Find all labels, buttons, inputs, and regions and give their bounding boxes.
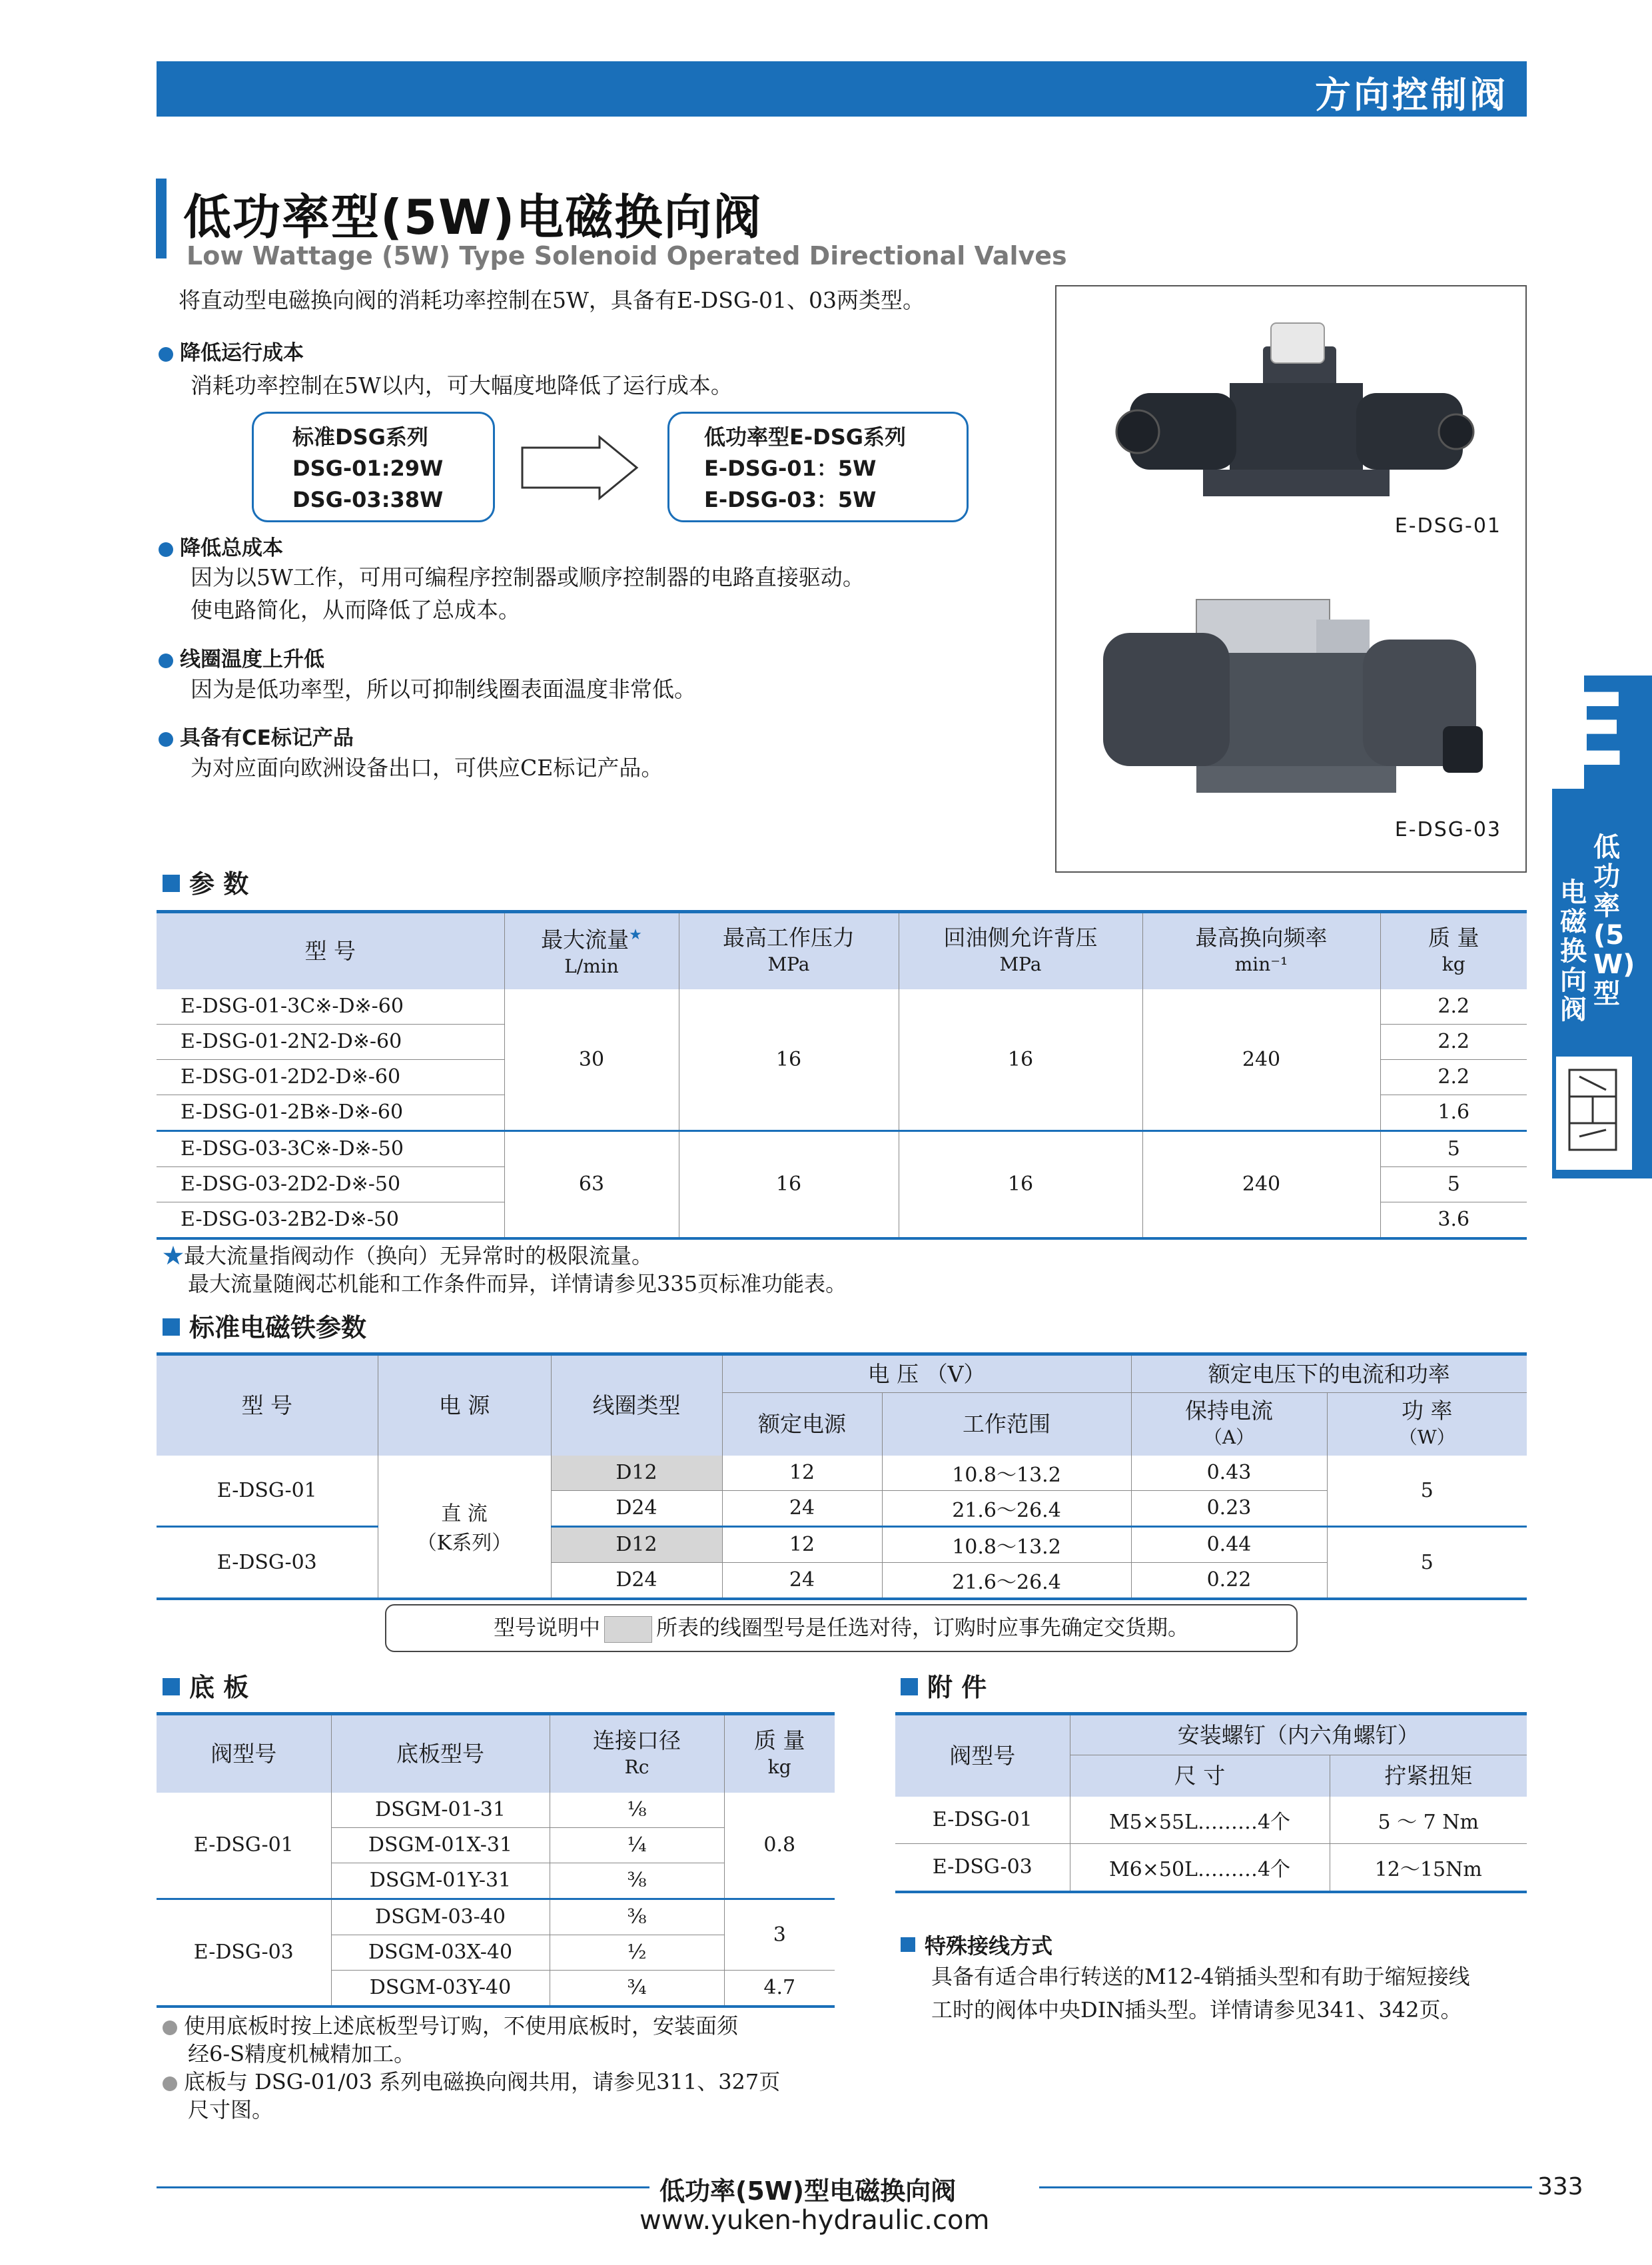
table-cell: 5 — [1380, 1166, 1527, 1202]
table-cell: 21.6～26.4 — [882, 1490, 1131, 1526]
table-cell: 63 — [504, 1131, 679, 1238]
table-cell: E-DSG-01 — [895, 1797, 1070, 1844]
table-cell: 21.6～26.4 — [882, 1562, 1131, 1599]
table-cell: 0.44 — [1131, 1526, 1327, 1562]
square-icon — [163, 875, 180, 892]
table-cell: M5×55L………4个 — [1070, 1797, 1330, 1844]
side-tab-text: 低功率(5W)型 — [1593, 832, 1635, 1009]
params-table — [157, 910, 1527, 1240]
coil-legend: 型号说明中 所表的线圈型号是任选对待，订购时应事先确定交货期。 — [385, 1604, 1298, 1652]
bullet-icon — [163, 2076, 177, 2091]
subplate-note: 经6-S精度机械精加工。 — [188, 2041, 416, 2066]
wiring-text: 工时的阀体中央DIN插头型。详情请参见341、342页。 — [931, 1997, 1462, 2023]
product-image-box — [1055, 285, 1527, 873]
table-cell: M6×50L………4个 — [1070, 1843, 1330, 1892]
table-cell: 24 — [722, 1490, 882, 1526]
col-header: 额定电压下的电流和功率 — [1131, 1354, 1527, 1393]
compare-left-line: DSG-03:38W — [292, 487, 444, 512]
section-heading: 特殊接线方式 — [901, 1929, 1052, 1960]
table-cell: 2.2 — [1380, 989, 1527, 1025]
valve-e-dsg-03-image — [1096, 593, 1489, 799]
table-cell: 4.7 — [724, 1970, 835, 2007]
col-header: 电 源 — [378, 1354, 551, 1456]
table-cell: D12 — [551, 1456, 722, 1491]
table-cell: 16 — [899, 989, 1142, 1131]
section-heading: 标准电磁铁参数 — [163, 1307, 366, 1344]
table-cell: 16 — [679, 1131, 899, 1238]
image-caption: E-DSG-01 — [1394, 514, 1501, 538]
wiring-text: 具备有适合串行转送的M12-4销插头型和有助于缩短接线 — [931, 1964, 1470, 1989]
col-header: 功 率 （W） — [1327, 1393, 1527, 1456]
footer-url[interactable]: www.yuken-hydraulic.com — [639, 2205, 990, 2236]
table-cell: 直 流 （K系列） — [378, 1456, 551, 1599]
subplate-note: 使用底板时按上述底板型号订购，不使用底板时，安装面须 — [163, 2012, 738, 2040]
table-cell: DSGM-03-40 — [331, 1899, 550, 1935]
table-cell: D24 — [551, 1490, 722, 1526]
page-subtitle-en: Low Wattage (5W) Type Solenoid Operated Directional Valves — [187, 241, 1067, 270]
params-note: 最大流量随阀芯机能和工作条件而异，详情请参见335页标准功能表。 — [188, 1271, 847, 1296]
col-header: 最高换向频率 min⁻¹ — [1142, 912, 1380, 989]
subplate-table — [157, 1712, 835, 2008]
bullet-icon — [159, 732, 173, 747]
table-cell: 10.8～13.2 — [882, 1456, 1131, 1491]
table-cell: DSGM-01Y-31 — [331, 1863, 550, 1899]
table-cell: D24 — [551, 1562, 722, 1599]
bullet-icon — [163, 2021, 177, 2035]
table-cell: ½ — [550, 1935, 724, 1970]
category-title: 方向控制阀 — [1315, 74, 1508, 116]
compare-right-line: E-DSG-03：5W — [704, 487, 877, 512]
table-cell: 24 — [722, 1562, 882, 1599]
accessory-table — [895, 1712, 1527, 1893]
table-cell: 240 — [1142, 989, 1380, 1131]
table-cell: E-DSG-01-3C※-D※-60 — [157, 989, 504, 1025]
table-cell: 12 — [722, 1456, 882, 1491]
table-cell: E-DSG-01-2B※-D※-60 — [157, 1095, 504, 1131]
table-cell: 3 — [724, 1899, 835, 1970]
col-header: 质 量 kg — [724, 1714, 835, 1793]
table-cell: 5 — [1380, 1131, 1527, 1166]
table-cell: E-DSG-01 — [157, 1793, 331, 1899]
bullet-icon — [159, 542, 173, 557]
subplate-note: 底板与 DSG-01/03 系列电磁换向阀共用，请参见311、327页 — [163, 2068, 780, 2096]
arrow-right-icon — [520, 434, 639, 501]
col-header: 线圈类型 — [551, 1354, 722, 1456]
table-cell: 5 — [1327, 1526, 1527, 1599]
solenoid-table — [157, 1352, 1527, 1600]
square-icon — [163, 1678, 180, 1695]
compare-right-line: E-DSG-01：5W — [704, 456, 877, 481]
feature-heading: 降低运行成本 — [159, 336, 304, 366]
subplate-note: 尺寸图。 — [188, 2097, 274, 2122]
square-icon — [901, 1678, 918, 1695]
table-cell: 0.23 — [1131, 1490, 1327, 1526]
table-cell: E-DSG-01-2N2-D※-60 — [157, 1024, 504, 1059]
col-header: 连接口径 Rc — [550, 1714, 724, 1793]
table-cell: 10.8～13.2 — [882, 1526, 1131, 1562]
side-tab-text: 电磁换向阀 — [1560, 877, 1587, 1025]
table-cell: 0.22 — [1131, 1562, 1327, 1599]
col-header: 安装螺钉（内六角螺钉） — [1070, 1714, 1527, 1755]
footer-rule — [157, 2186, 649, 2188]
table-cell: 12 — [722, 1526, 882, 1562]
table-cell: 1.6 — [1380, 1095, 1527, 1131]
col-header: 质 量 kg — [1380, 912, 1527, 989]
table-cell: DSGM-03X-40 — [331, 1935, 550, 1970]
footer-rule — [1039, 2186, 1532, 2188]
valve-symbol-icon — [1556, 1057, 1632, 1170]
table-cell: E-DSG-03 — [895, 1843, 1070, 1892]
section-heading: 参 数 — [163, 863, 248, 900]
feature-heading: 线圈温度上升低 — [159, 642, 324, 672]
col-header: 拧紧扭矩 — [1330, 1755, 1527, 1797]
bullet-icon — [159, 654, 173, 668]
feature-text: 因为是低功率型，所以可抑制线圈表面温度非常低。 — [191, 676, 696, 702]
table-cell: ⅜ — [550, 1899, 724, 1935]
col-header: 型 号 — [157, 1354, 378, 1456]
square-icon — [163, 1318, 180, 1336]
col-header: 型 号 — [157, 912, 504, 989]
col-header: 阀型号 — [895, 1714, 1070, 1797]
table-cell: DSGM-03Y-40 — [331, 1970, 550, 2007]
table-cell: 30 — [504, 989, 679, 1131]
col-header: 电 压 （V） — [722, 1354, 1131, 1393]
table-cell: 3.6 — [1380, 1202, 1527, 1238]
compare-left-line: DSG-01:29W — [292, 456, 444, 481]
valve-e-dsg-01-image — [1103, 320, 1483, 513]
side-tab-letter: E — [1559, 673, 1627, 789]
title-accent — [156, 179, 167, 258]
table-cell: 12～15Nm — [1330, 1843, 1527, 1892]
table-cell: E-DSG-01-2D2-D※-60 — [157, 1059, 504, 1095]
table-cell: ⅜ — [550, 1863, 724, 1899]
table-cell: E-DSG-01 — [157, 1456, 378, 1527]
table-cell: 16 — [899, 1131, 1142, 1238]
table-cell: 5 ～ 7 Nm — [1330, 1797, 1527, 1844]
intro-text: 将直动型电磁换向阀的消耗功率控制在5W，具备有E-DSG-01、03两类型。 — [179, 287, 925, 313]
feature-text: 为对应面向欧洲设备出口，可供应CE标记产品。 — [191, 755, 663, 781]
feature-heading: 降低总成本 — [159, 531, 283, 561]
table-cell: DSGM-01X-31 — [331, 1827, 550, 1863]
feature-text: 使电路简化，从而降低了总成本。 — [191, 597, 520, 623]
compare-left-title: 标准DSG系列 — [292, 424, 428, 450]
table-cell: E-DSG-03 — [157, 1526, 378, 1599]
feature-text: 因为以5W工作，可用可编程序控制器或顺序控制器的电路直接驱动。 — [191, 564, 865, 590]
table-cell: 5 — [1327, 1456, 1527, 1527]
col-header: 底板型号 — [331, 1714, 550, 1793]
table-cell: 0.8 — [724, 1793, 835, 1899]
footer-title: 低功率(5W)型电磁换向阀 — [659, 2176, 957, 2206]
col-header: 最高工作压力 MPa — [679, 912, 899, 989]
table-cell: DSGM-01-31 — [331, 1793, 550, 1828]
section-heading: 底 板 — [163, 1667, 248, 1703]
table-cell: 240 — [1142, 1131, 1380, 1238]
image-caption: E-DSG-03 — [1394, 818, 1501, 841]
page-title: 低功率型(5W)电磁换向阀 — [183, 189, 763, 245]
col-header: 阀型号 — [157, 1714, 331, 1793]
square-icon — [901, 1937, 915, 1952]
col-header: 最大流量★ L/min — [504, 912, 679, 989]
table-cell: 16 — [679, 989, 899, 1131]
params-note: ★最大流量指阀动作（换向）无异常时的极限流量。 — [163, 1243, 653, 1268]
table-cell: 0.43 — [1131, 1456, 1327, 1491]
feature-text: 消耗功率控制在5W以内，可大幅度地降低了运行成本。 — [191, 372, 733, 398]
table-cell: 2.2 — [1380, 1059, 1527, 1095]
table-cell: ⅛ — [550, 1793, 724, 1828]
col-header: 保持电流 （A） — [1131, 1393, 1327, 1456]
col-header: 尺 寸 — [1070, 1755, 1330, 1797]
compare-standard-box — [252, 412, 495, 522]
col-header: 工作范围 — [882, 1393, 1131, 1456]
table-cell: ¼ — [550, 1827, 724, 1863]
compare-lowpower-box — [667, 412, 969, 522]
category-bar — [157, 61, 1527, 117]
table-cell: D12 — [551, 1526, 722, 1562]
table-cell: E-DSG-03-2D2-D※-50 — [157, 1166, 504, 1202]
page-number: 333 — [1537, 2173, 1583, 2200]
bullet-icon — [159, 347, 173, 362]
table-cell: E-DSG-03 — [157, 1899, 331, 2007]
table-cell: E-DSG-03-2B2-D※-50 — [157, 1202, 504, 1238]
section-heading: 附 件 — [901, 1667, 987, 1703]
col-header: 回油侧允许背压 MPa — [899, 912, 1142, 989]
col-header: 额定电源 — [722, 1393, 882, 1456]
gray-swatch — [604, 1616, 652, 1643]
feature-heading: 具备有CE标记产品 — [159, 721, 354, 751]
table-cell: ¾ — [550, 1970, 724, 2007]
star-icon: ★ — [163, 1243, 185, 1268]
table-cell: 2.2 — [1380, 1024, 1527, 1059]
compare-right-title: 低功率型E-DSG系列 — [704, 424, 907, 450]
table-cell: E-DSG-03-3C※-D※-50 — [157, 1131, 504, 1166]
